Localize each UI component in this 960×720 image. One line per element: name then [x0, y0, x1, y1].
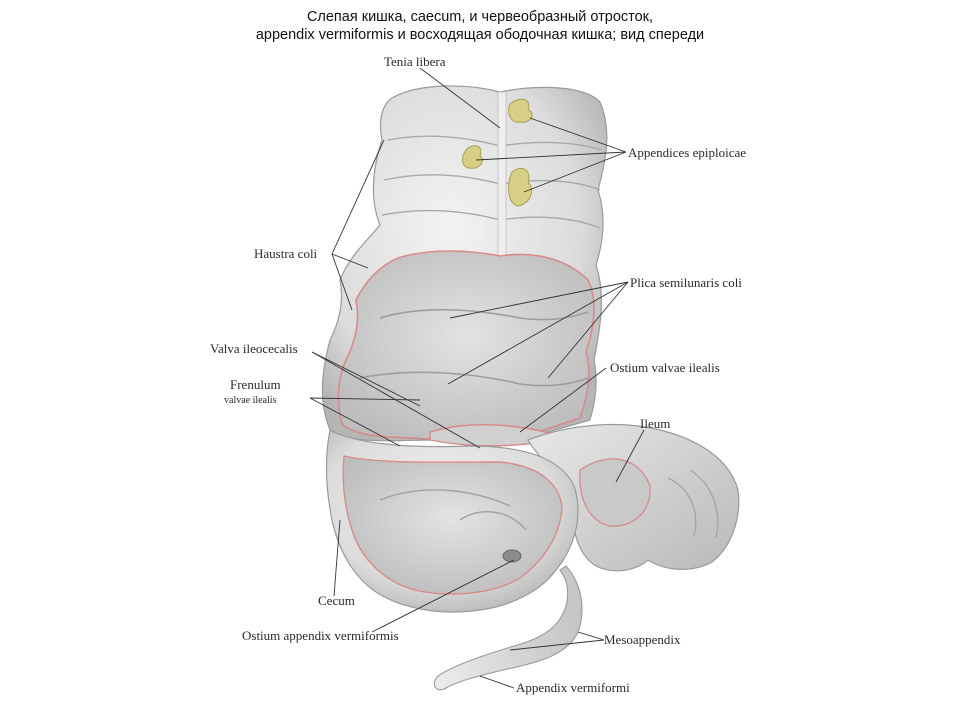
label-frenulum: Frenulum	[230, 377, 281, 392]
figure-title-line-1: Слепая кишка, caecum, и червеобразный отросток,	[306, 9, 654, 25]
label-plica-semilunaris-coli: Plica semilunaris coli	[630, 275, 742, 290]
label-ileum: Ileum	[640, 416, 671, 431]
label-frenulum-sub: valvae ilealis	[224, 395, 277, 406]
opened-colon-interior	[339, 251, 594, 440]
label-appendix-vermiformis: Appendix vermiformi	[516, 680, 630, 695]
label-mesoappendix: Mesoappendix	[604, 632, 681, 647]
label-cecum: Cecum	[318, 593, 355, 608]
label-valva-ileocaecalis: Valva ileocecalis	[210, 341, 298, 356]
label-appendices-epiploicae: Appendices epiploicae	[628, 145, 747, 160]
label-ostium-valvae-ilealis: Ostium valvae ilealis	[610, 360, 720, 375]
appendix-ostium	[503, 550, 521, 562]
label-tenia-libera: Tenia libera	[384, 54, 446, 69]
figure-title-line-2: appendix vermiformis и восходящая ободочная кишка; вид спереди	[255, 27, 705, 43]
tenia-libera	[498, 92, 506, 262]
label-haustra-coli: Haustra coli	[254, 246, 318, 261]
label-ostium-appendix: Ostium appendix vermiformis	[242, 628, 399, 643]
